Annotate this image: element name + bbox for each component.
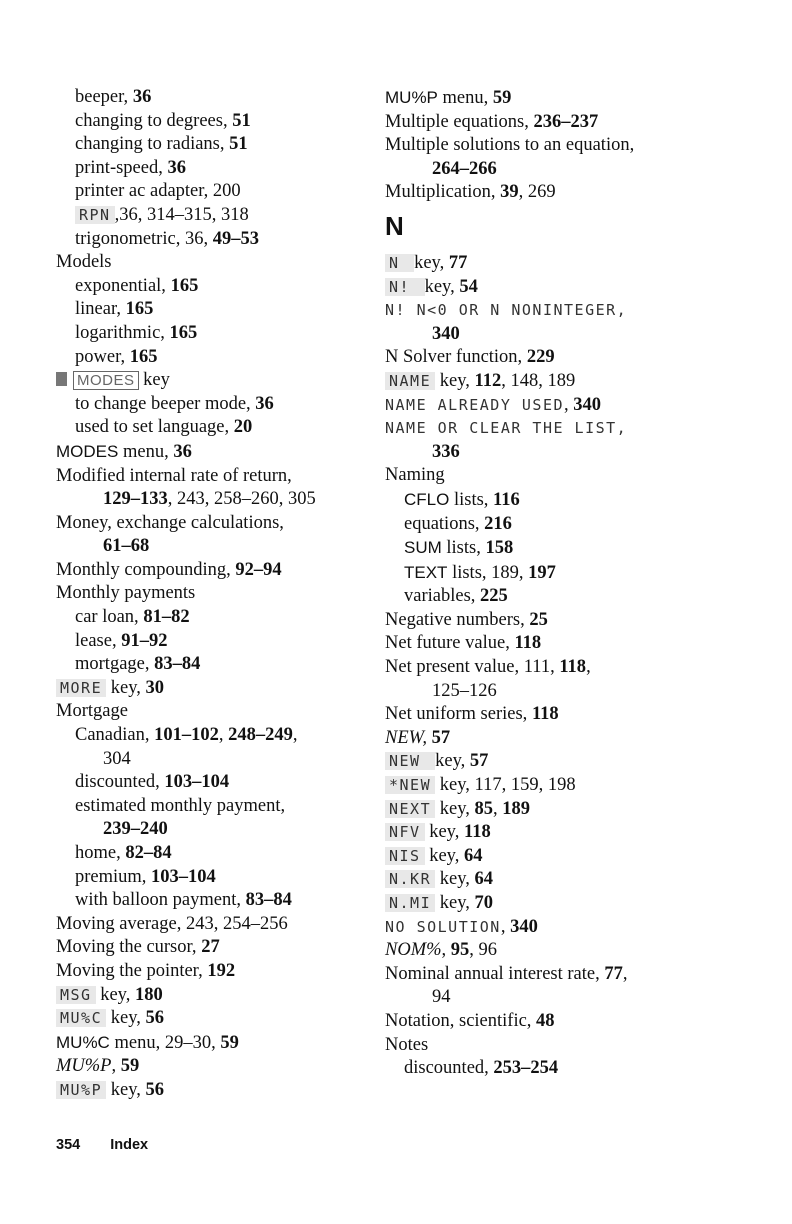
entry-text: Notation, scientific, (385, 1010, 537, 1031)
page-reference: 118 (531, 704, 559, 725)
page-reference: 103–104 (164, 772, 230, 793)
index-entry (385, 111, 695, 135)
entry-text: key, (435, 751, 470, 772)
index-entry (56, 700, 356, 724)
page-number: 354 (56, 1137, 81, 1153)
entry-text: key, (435, 370, 475, 391)
index-entry (56, 913, 356, 937)
index-entry (385, 370, 695, 394)
footer-section-title: Index (110, 1137, 149, 1153)
index-subentry (385, 536, 695, 561)
index-subentry (385, 513, 695, 537)
index-subentry (56, 180, 356, 204)
index-subentry (56, 818, 356, 842)
page-reference: 101–102 (154, 725, 219, 746)
entry-text: , (441, 940, 451, 961)
index-subentry (56, 322, 356, 346)
index-subentry (385, 561, 695, 586)
page-reference: 83–84 (154, 654, 201, 675)
index-subentry (56, 346, 356, 370)
page-reference: 236–237 (533, 111, 599, 132)
entry-text: Net present value, 111, (385, 657, 560, 678)
menu-name: MU%C (56, 1032, 110, 1052)
entry-text: Moving the cursor, (56, 937, 202, 958)
page-reference: 61–68 (103, 536, 150, 557)
page-reference: 165 (125, 299, 154, 320)
index-subentry (56, 133, 356, 157)
entry-text: menu, (437, 88, 493, 108)
page-reference: 59 (492, 88, 512, 108)
index-subentry (56, 771, 356, 795)
entry-text: key, (106, 1079, 146, 1100)
page-reference: 57 (431, 727, 451, 748)
index-subentry (56, 724, 356, 748)
index-entry (385, 394, 695, 418)
entry-text: Mortgage (56, 701, 128, 722)
entry-text: , 243, 258–260, 305 (167, 489, 316, 510)
index-subentry (56, 228, 356, 252)
page-reference: 36 (173, 441, 192, 462)
entry-text: key, (424, 822, 464, 843)
menu-name: MODES (56, 441, 119, 461)
entry-text: changing to radians, (75, 134, 230, 155)
entry-text: key, (435, 798, 475, 819)
index-entry (56, 1079, 356, 1103)
index-subentry (56, 535, 356, 559)
entry-text: , (493, 798, 503, 819)
index-entry (56, 1055, 356, 1079)
index-entry (56, 984, 356, 1008)
page-reference: 248–249 (228, 725, 293, 746)
index-entry (56, 936, 356, 960)
entry-text: ,36, 314–315, 318 (114, 204, 249, 225)
menu-name: SUM (404, 538, 442, 558)
page-reference: 95 (450, 940, 470, 961)
right-index-column (385, 86, 695, 1081)
entry-text: key, (435, 893, 475, 913)
entry-text: mortgage, (75, 654, 155, 675)
entry-text: with balloon payment, (75, 890, 246, 911)
entry-text: , 96 (469, 940, 498, 961)
page-reference: 158 (485, 538, 514, 559)
entry-text: , (586, 657, 591, 678)
entry-text: key, (435, 869, 475, 890)
entry-text: Net future value, (385, 633, 515, 654)
index-subentry (385, 488, 695, 513)
index-subentry (56, 748, 356, 772)
page-reference: 92–94 (235, 559, 282, 580)
index-subentry (56, 630, 356, 654)
page-reference: 116 (493, 489, 520, 510)
index-subentry (56, 86, 356, 110)
page-reference: 112 (474, 370, 502, 391)
page-reference: 48 (536, 1010, 555, 1031)
entry-text: lists, (441, 538, 486, 559)
entry-text: , (292, 725, 298, 746)
page-reference: 83–84 (245, 890, 292, 911)
entry-text: logarithmic, (75, 322, 170, 343)
index-entry (56, 369, 356, 393)
index-entry (385, 703, 695, 727)
menu-key-label: MORE (56, 679, 106, 697)
index-entry (385, 134, 695, 158)
page-reference: 70 (474, 893, 494, 913)
index-subentry (56, 889, 356, 913)
page-reference: 25 (529, 609, 548, 630)
page-reference: 20 (233, 417, 253, 438)
page-reference: 56 (145, 1079, 165, 1100)
index-entry (56, 465, 356, 489)
index-subentry (385, 986, 695, 1010)
index-subentry (385, 1057, 695, 1081)
index-entry (385, 821, 695, 845)
entry-text: Multiplication, (385, 182, 501, 203)
entry-text: Monthly payments (56, 583, 196, 604)
entry-text: key, (106, 1008, 146, 1029)
entry-text: variables, (404, 586, 481, 607)
entry-text: premium, (75, 866, 152, 887)
entry-text: Net uniform series, (385, 704, 532, 725)
entry-text: , (111, 1056, 121, 1077)
page-reference: 77 (448, 252, 468, 273)
menu-key-label: MU%C (56, 1009, 106, 1027)
index-subentry (385, 158, 695, 182)
index-entry (385, 252, 695, 276)
page-reference: 85 (474, 798, 494, 819)
entry-text: Monthly compounding, (56, 559, 236, 580)
page-footer (56, 1137, 148, 1153)
index-entry (56, 582, 356, 606)
entry-text: lease, (75, 630, 122, 651)
page-reference: 118 (514, 633, 542, 654)
page-reference: 103–104 (151, 866, 216, 887)
entry-text: Nominal annual interest rate, (385, 963, 605, 984)
key-label: MODES (73, 371, 139, 390)
entry-text: car loan, (75, 607, 144, 628)
index-subentry (56, 606, 356, 630)
menu-name: CFLO (404, 489, 450, 509)
index-entry (385, 892, 695, 916)
page-reference: 51 (232, 110, 251, 131)
entry-text: key, (424, 276, 460, 297)
entry-text: menu, (118, 441, 174, 462)
page-reference: 197 (528, 562, 556, 583)
index-entry (385, 750, 695, 774)
page-reference: 129–133 (103, 489, 168, 510)
page-reference: 165 (169, 322, 198, 343)
index-entry (385, 939, 695, 963)
entry-text: lists, 189, (447, 562, 529, 583)
index-entry (385, 963, 695, 987)
page-reference: 229 (526, 347, 555, 368)
entry-text: key (138, 370, 170, 391)
italic-term: NEW, (385, 727, 427, 748)
menu-key-label: NAME (385, 372, 435, 390)
page-reference: 77 (604, 963, 623, 984)
page-reference: 189 (502, 798, 531, 819)
index-subentry (385, 680, 695, 704)
index-subentry (56, 110, 356, 134)
menu-key-label: NEW (385, 752, 435, 770)
page-reference: 27 (201, 937, 220, 958)
entry-text: , (622, 963, 628, 984)
index-subentry (56, 204, 356, 228)
index-subentry (56, 416, 356, 440)
entry-text: changing to degrees, (75, 110, 233, 131)
entry-text: Models (56, 252, 112, 273)
entry-text: discounted, (75, 772, 165, 793)
index-subentry (385, 441, 695, 465)
page-reference: 180 (134, 984, 163, 1005)
index-entry (385, 774, 695, 798)
menu-key-label: N (385, 254, 414, 272)
entry-text: , (218, 725, 229, 746)
menu-key-label: *NEW (385, 776, 435, 794)
page-reference: 81–82 (143, 607, 190, 628)
index-entry (385, 609, 695, 633)
menu-key-label: RPN (75, 206, 115, 224)
index-subentry (385, 585, 695, 609)
menu-name: MU%P (385, 88, 438, 107)
index-entry (56, 960, 356, 984)
page-reference: 91–92 (121, 630, 168, 651)
index-subentry (56, 488, 356, 512)
page-reference: 192 (207, 960, 236, 981)
page-reference: 165 (129, 346, 158, 367)
page-reference: 340 (573, 394, 602, 415)
index-entry (56, 677, 356, 701)
italic-term: MU%P (56, 1056, 112, 1077)
index-entry (385, 346, 695, 370)
entry-text: beeper, (75, 87, 133, 107)
index-subentry (56, 298, 356, 322)
page-reference: 82–84 (125, 843, 172, 863)
entry-text: Naming (385, 465, 445, 486)
index-subentry (56, 842, 356, 866)
entry-text: Money, exchange calculations, (56, 512, 284, 533)
entry-text: to change beeper mode, (75, 393, 256, 414)
entry-text: linear, (75, 299, 126, 320)
page-reference: 56 (145, 1008, 165, 1029)
entry-text: print-speed, (75, 157, 168, 178)
index-entry (385, 181, 695, 205)
menu-key-label: NEXT (385, 800, 435, 818)
entry-text: discounted, (404, 1058, 494, 1079)
menu-key-label: MU%P (56, 1081, 106, 1099)
index-entry (385, 464, 695, 488)
index-subentry (56, 795, 356, 819)
index-entry (56, 251, 356, 275)
entry-text: menu, 29–30, (109, 1032, 221, 1053)
index-entry (56, 559, 356, 583)
page-reference: 51 (229, 134, 248, 155)
index-subentry (56, 275, 356, 299)
index-entry (385, 1010, 695, 1034)
entry-text: Multiple solutions to an equation, (385, 135, 635, 156)
display-message: NAME ALREADY USED (385, 395, 565, 414)
index-subentry (385, 323, 695, 347)
page-reference: 216 (484, 513, 512, 534)
shift-key-icon (56, 372, 67, 386)
page-reference: 59 (220, 1032, 239, 1053)
index-entry (56, 440, 356, 465)
index-entry (385, 868, 695, 892)
page-reference: 225 (480, 586, 508, 607)
entry-text: 94 (432, 987, 451, 1008)
index-entry (385, 916, 695, 940)
display-message: NAME OR CLEAR THE LIST, (385, 419, 628, 438)
entry-text: key, (95, 984, 135, 1005)
index-entry (56, 1031, 356, 1056)
index-subentry (56, 157, 356, 181)
entry-text: printer ac adapter, 200 (75, 181, 241, 202)
page-reference: 336 (432, 441, 460, 462)
index-subentry (56, 653, 356, 677)
index-entry (385, 727, 695, 751)
entry-text: N Solver function, (385, 347, 527, 368)
entry-text: used to set language, (75, 417, 234, 438)
index-entry (385, 656, 695, 680)
index-entry (56, 1007, 356, 1031)
section-letter-heading: N (385, 210, 404, 241)
entry-text: Notes (385, 1034, 429, 1055)
entry-text: , (500, 916, 511, 937)
entry-text: key, 117, 159, 198 (435, 775, 576, 796)
menu-key-label: MSG (56, 986, 96, 1004)
entry-text: 304 (103, 748, 131, 769)
page-reference: 64 (463, 845, 483, 866)
entry-text: estimated monthly payment, (75, 795, 286, 816)
entry-text: Moving the pointer, (56, 960, 208, 981)
menu-key-label: N! (385, 278, 425, 296)
entry-text: power, (75, 346, 130, 367)
entry-text: key, (424, 845, 464, 866)
entry-text: key, (106, 677, 146, 698)
entry-text: Multiple equations, (385, 111, 534, 132)
entry-text: Moving average, 243, 254–256 (56, 913, 288, 934)
page-reference: 36 (132, 87, 152, 107)
page-reference: 39 (500, 182, 519, 203)
index-entry (385, 1034, 695, 1058)
italic-term: NOM% (385, 940, 442, 961)
menu-name: TEXT (404, 562, 448, 582)
page-reference: 49–53 (212, 228, 259, 249)
entry-text: 125–126 (432, 680, 497, 701)
index-entry (385, 299, 695, 323)
page-reference: 118 (463, 822, 491, 843)
display-message: NO SOLUTION (385, 917, 501, 936)
page-reference: 30 (145, 677, 165, 698)
entry-text: home, (75, 843, 126, 863)
menu-key-label: N.KR (385, 870, 435, 888)
page-reference: 165 (170, 275, 199, 296)
menu-key-label: NIS (385, 847, 425, 865)
left-index-column (56, 86, 356, 1103)
entry-text: Negative numbers, (385, 609, 530, 630)
index-entry (385, 798, 695, 822)
page-reference: 340 (432, 323, 460, 344)
index-entry (385, 86, 695, 111)
entry-text: , 269 (518, 182, 556, 203)
entry-text: , 148, 189 (501, 370, 576, 391)
index-entry (385, 845, 695, 869)
page-reference: 253–254 (493, 1058, 559, 1079)
entry-text: Canadian, (75, 725, 155, 746)
entry-text: trigonometric, 36, (75, 228, 213, 249)
index-subentry (56, 393, 356, 417)
page-reference: 54 (459, 276, 478, 297)
page-reference: 340 (510, 916, 538, 937)
index-entry (56, 512, 356, 536)
page-reference: 64 (474, 869, 494, 890)
entry-text: Modified internal rate of return, (56, 465, 292, 486)
menu-key-label: NFV (385, 823, 425, 841)
page-reference: 36 (255, 393, 274, 414)
page-reference: 59 (120, 1056, 140, 1077)
entry-text: equations, (404, 513, 485, 534)
index-entry (385, 632, 695, 656)
index-entry (385, 417, 695, 441)
menu-key-label: N.MI (385, 894, 435, 912)
page-reference: 36 (167, 157, 186, 178)
page-reference: 264–266 (432, 158, 497, 179)
page-reference: 57 (469, 751, 489, 772)
display-message: N! N<0 OR N NONINTEGER, (385, 301, 628, 320)
index-entry (385, 276, 695, 300)
entry-text: key, (414, 252, 449, 273)
entry-text: , (564, 394, 574, 415)
entry-text: exponential, (75, 275, 171, 296)
page-reference: 118 (559, 657, 587, 678)
index-subentry (56, 866, 356, 890)
entry-text: lists, (449, 489, 494, 510)
page-reference: 239–240 (103, 819, 168, 840)
